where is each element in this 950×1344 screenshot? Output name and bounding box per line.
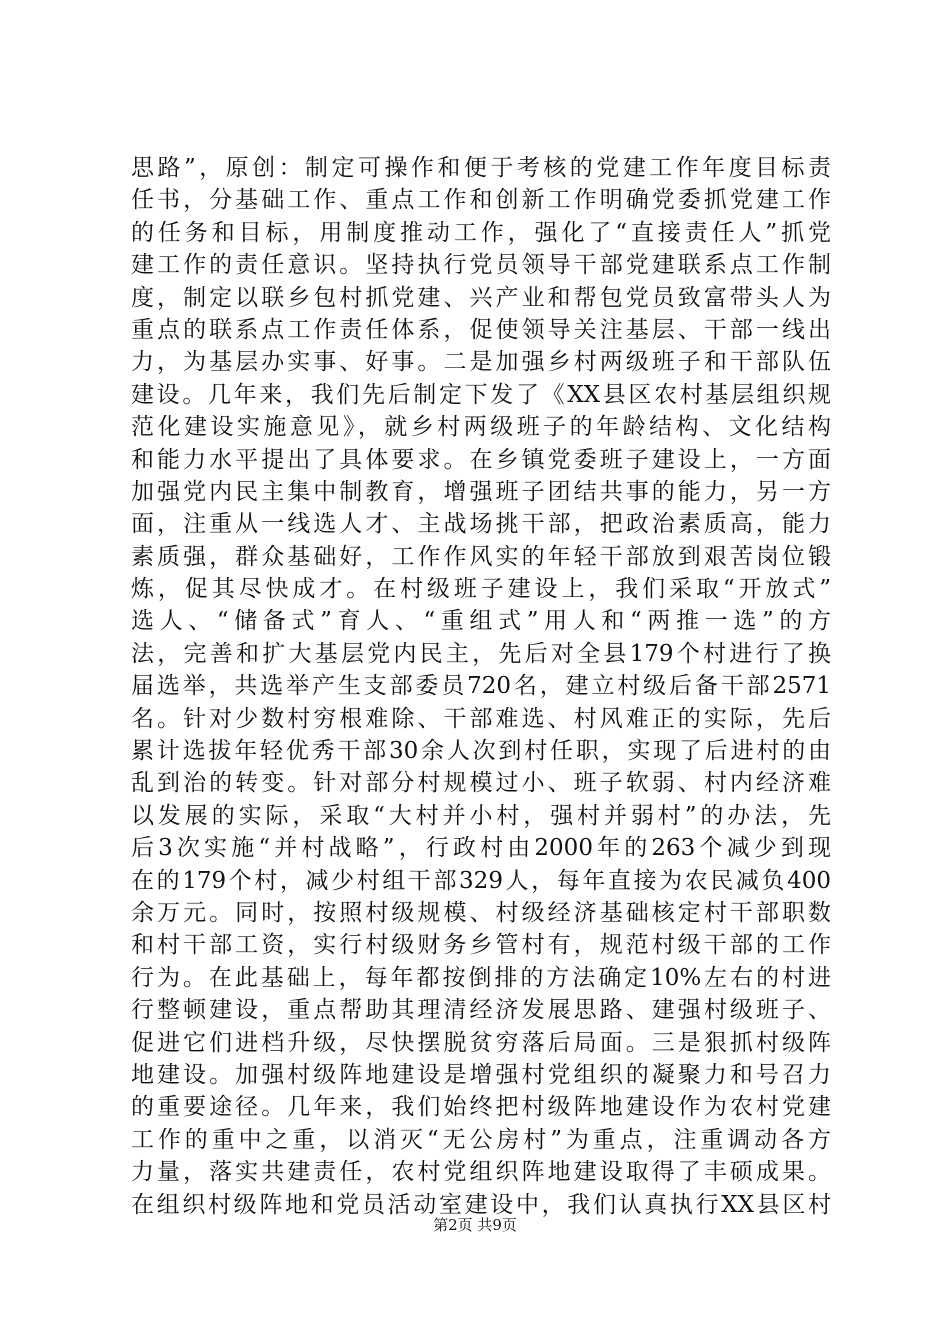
- text-line: 范化建设实施意见》，就乡村两级班子的年龄结构、文化结构: [131, 414, 831, 441]
- text-line: 和村干部工资，实行村级财务乡管村有，规范村级干部的工作: [131, 932, 831, 959]
- text-line: 乱到治的转变。针对部分村规模过小、班子软弱、村内经济难: [131, 770, 831, 797]
- text-line: 行为。在此基础上，每年都按倒排的方法确定10%左右的村进: [131, 964, 831, 991]
- text-line: 加强党内民主集中制教育，增强班子团结共事的能力，另一方: [131, 478, 831, 505]
- text-line: 名。针对少数村穷根难除、干部难选、村风难正的实际，先后: [131, 705, 831, 732]
- text-line: 素质强，群众基础好，工作作风实的年轻干部放到艰苦岗位锻: [131, 543, 831, 570]
- text-line: 和能力水平提出了具体要求。在乡镇党委班子建设上，一方面: [131, 446, 831, 473]
- text-line: 重点的联系点工作责任体系，促使领导关注基层、干部一线出: [131, 316, 831, 343]
- text-line: 选人、“储备式”育人、“重组式”用人和“两推一选”的方: [131, 608, 831, 635]
- text-line: 余万元。同时，按照村级规模、村级经济基础核定村干部职数: [131, 899, 831, 926]
- text-line: 的重要途径。几年来，我们始终把村级阵地建设作为农村党建: [131, 1094, 831, 1121]
- text-line: 炼，促其尽快成才。在村级班子建设上，我们采取“开放式”: [131, 576, 831, 603]
- text-line: 思路”，原创：制定可操作和便于考核的党建工作年度目标责: [131, 155, 831, 181]
- text-line: 的任务和目标，用制度推动工作，强化了“直接责任人”抓党: [131, 219, 831, 246]
- text-line: 后3次实施“并村战略”，行政村由2000年的263个减少到现: [131, 835, 831, 862]
- text-line: 面，注重从一线选人才、主战场挑干部，把政治素质高，能力: [131, 511, 831, 538]
- text-line: 任书，分基础工作、重点工作和创新工作明确党委抓党建工作: [131, 187, 831, 214]
- text-line: 地建设。加强村级阵地建设是增强村党组织的凝聚力和号召力: [131, 1061, 831, 1088]
- text-line: 在组织村级阵地和党员活动室建设中，我们认真执行XX县区村: [131, 1191, 831, 1218]
- page-footer: 第2页 共9页: [433, 1216, 517, 1234]
- text-line: 行整顿建设，重点帮助其理清经济发展思路、建强村级班子、: [131, 997, 831, 1024]
- text-line: 工作的重中之重，以消灭“无公房村”为重点，注重调动各方: [131, 1126, 831, 1153]
- text-line: 届选举，共选举产生支部委员720名，建立村级后备干部2571: [131, 673, 831, 700]
- text-line: 力，为基层办实事、好事。二是加强乡村两级班子和干部队伍: [131, 349, 831, 376]
- text-line: 法，完善和扩大基层党内民主，先后对全县179个村进行了换: [131, 640, 831, 667]
- text-line: 在的179个村，减少村组干部329人，每年直接为农民减负400: [131, 867, 831, 894]
- text-line: 以发展的实际，采取“大村并小村，强村并弱村”的办法，先: [131, 802, 831, 829]
- text-line: 力量，落实共建责任，农村党组织阵地建设取得了丰硕成果。: [131, 1159, 831, 1186]
- text-line: 建设。几年来，我们先后制定下发了《XX县区农村基层组织规: [131, 381, 831, 408]
- text-line: 建工作的责任意识。坚持执行党员领导干部党建联系点工作制: [131, 252, 831, 279]
- text-line: 累计选拔年轻优秀干部30余人次到村任职，实现了后进村的由: [131, 738, 831, 765]
- text-line: 度，制定以联乡包村抓党建、兴产业和帮包党员致富带头人为: [131, 284, 831, 311]
- body-text: [131, 152, 831, 1221]
- text-line: 促进它们进档升级，尽快摆脱贫穷落后局面。三是狠抓村级阵: [131, 1029, 831, 1056]
